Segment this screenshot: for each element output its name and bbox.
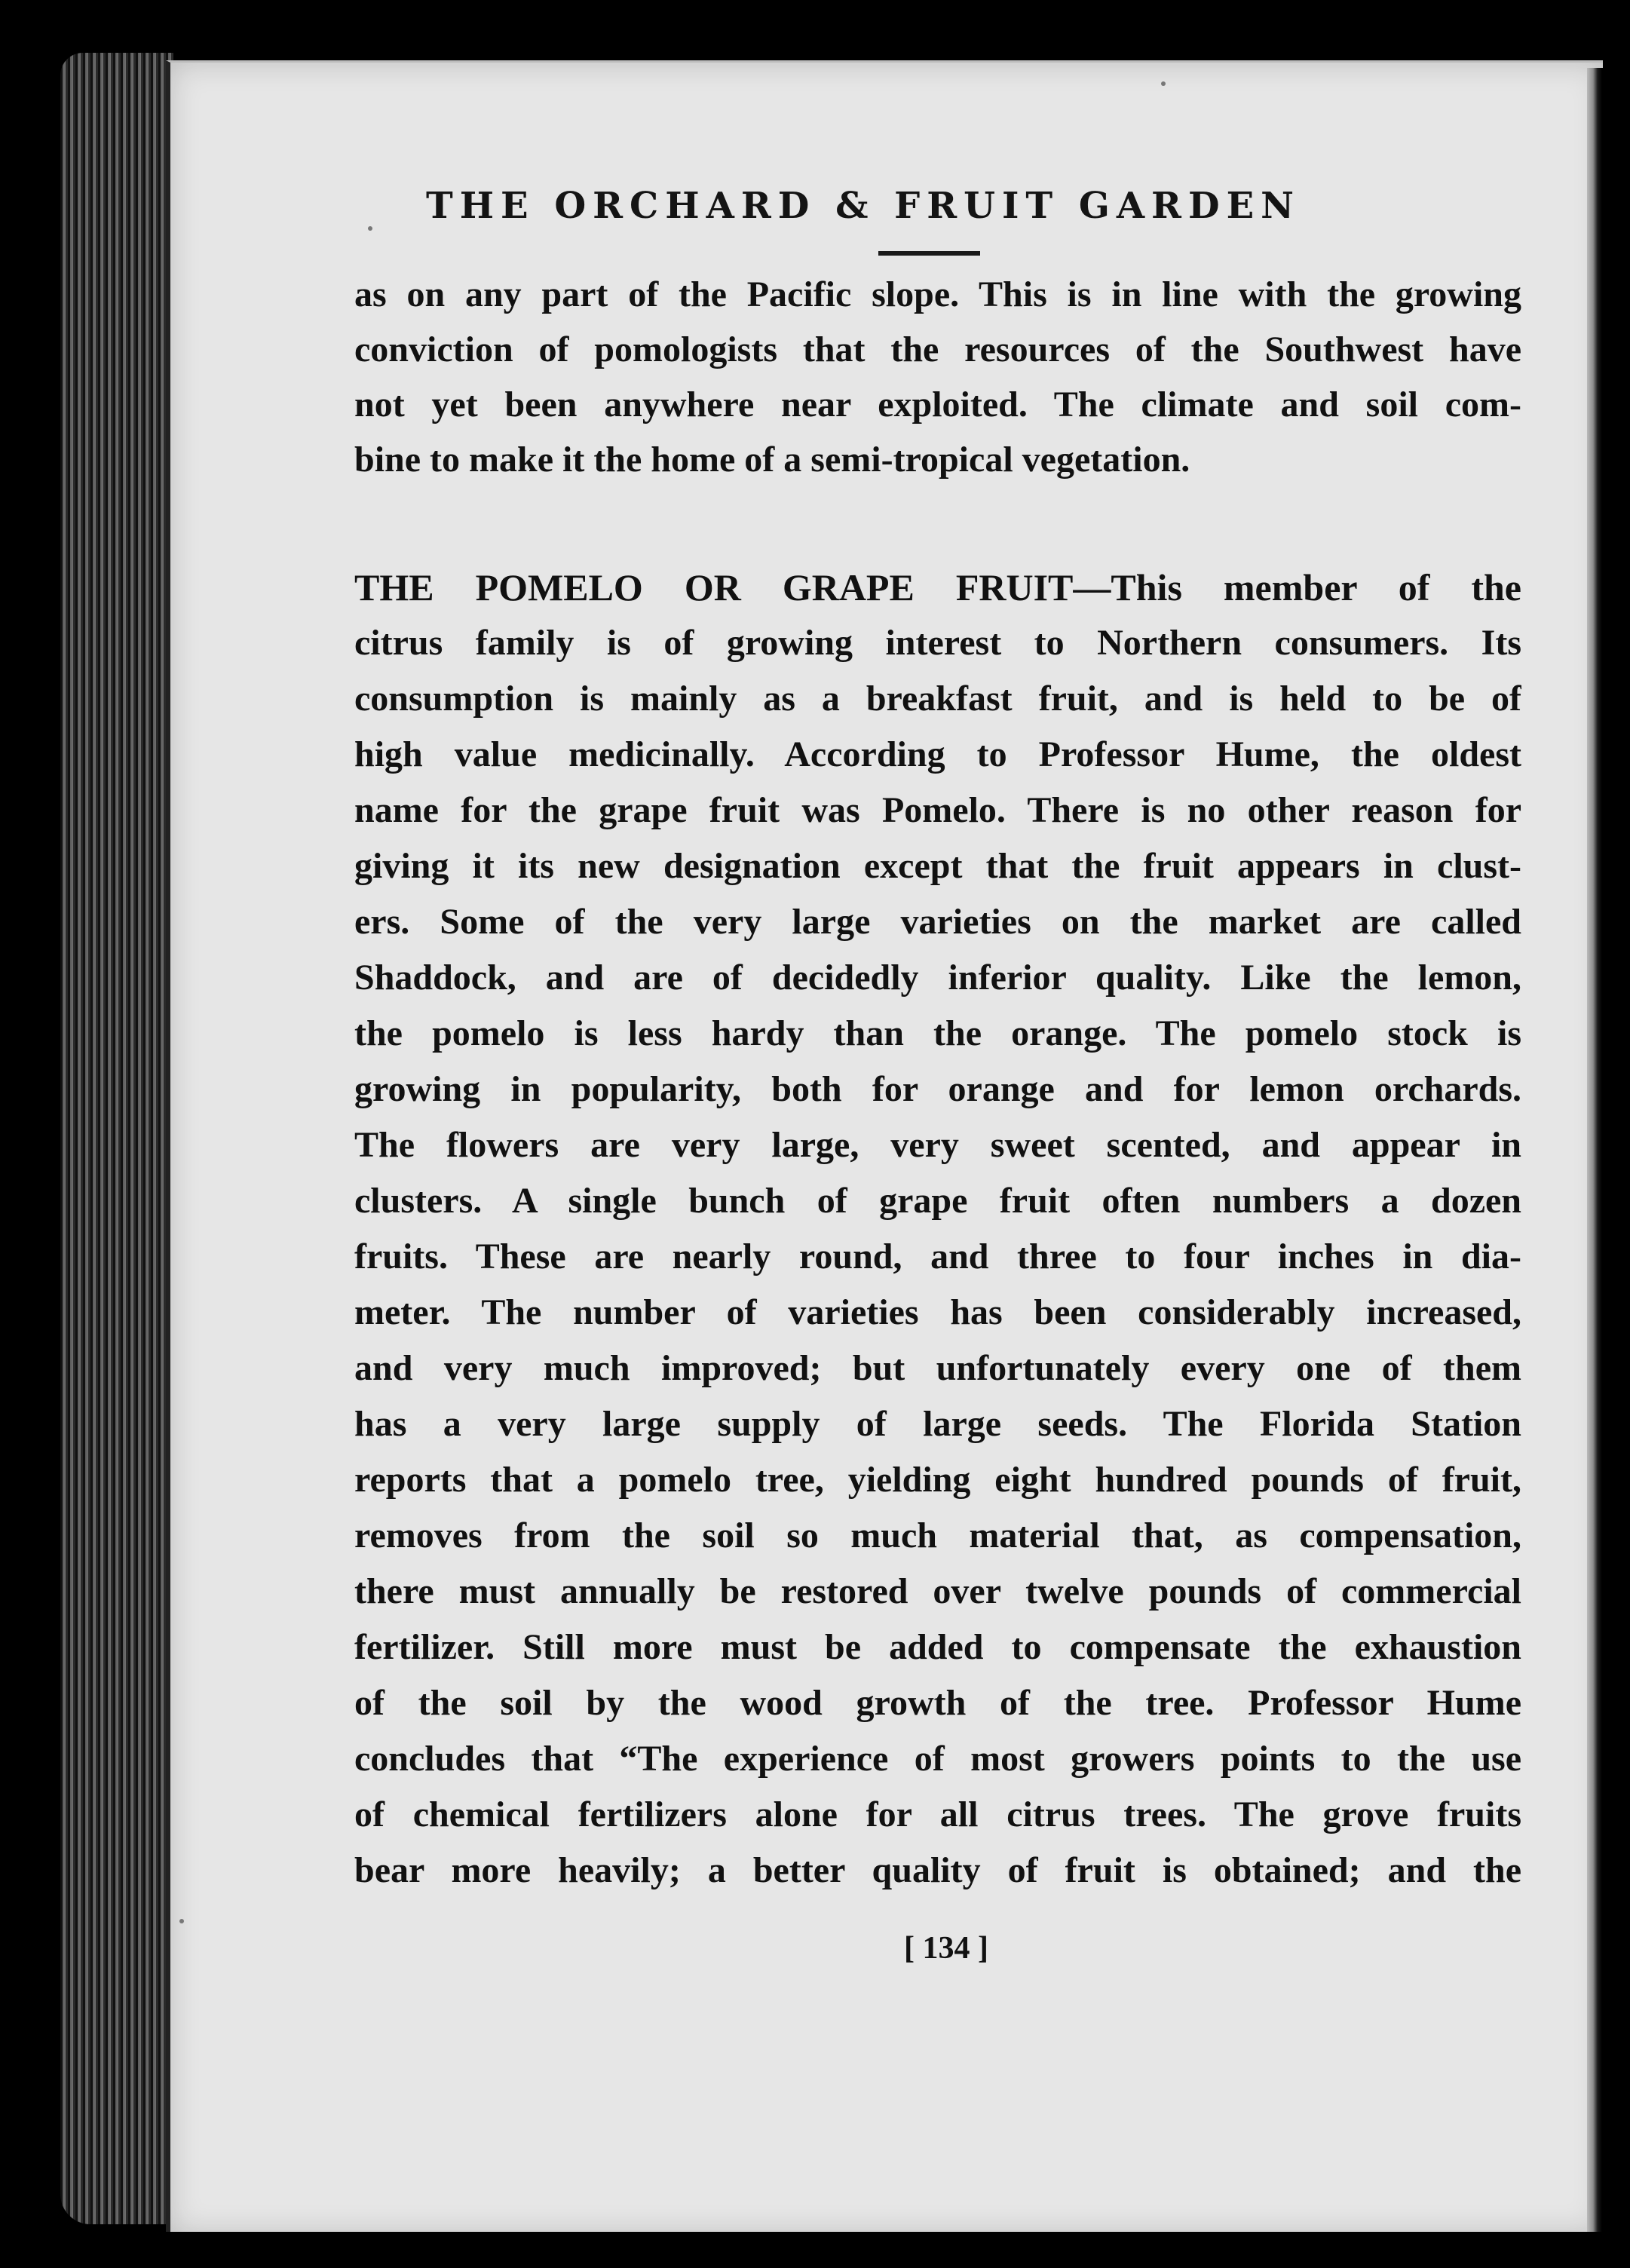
- text-line: clusters. A single bunch of grape fruit often numbers a dozen: [354, 1181, 1521, 1221]
- text-line: The flowers are very large, very sweet scented, and appear in: [354, 1125, 1521, 1165]
- scan-border-bottom: [0, 2232, 1630, 2268]
- text-line: Shaddock, and are of decidedly inferior quality. Like the lemon,: [354, 958, 1521, 998]
- scan-border-top: [0, 0, 1630, 53]
- scan-speck: [1161, 81, 1166, 86]
- text-line: of the soil by the wood growth of the tree. Professor Hume: [354, 1683, 1521, 1723]
- text-line: concludes that “The experience of most growers points to the use: [354, 1739, 1521, 1779]
- running-head: THE ORCHARD & FRUIT GARDEN: [425, 185, 1301, 227]
- scan-border-right: [1587, 68, 1630, 2268]
- text-line: reports that a pomelo tree, yielding eight hundred pounds of fruit,: [354, 1460, 1521, 1500]
- text-line: bine to make it the home of a semi-tropical vegetation.: [354, 440, 1190, 480]
- text-line: growing in popularity, both for orange and for lemon orchards.: [354, 1069, 1521, 1109]
- text-line: fertilizer. Still more must be added to compensate the exhaustion: [354, 1627, 1521, 1667]
- head-rule: [878, 251, 980, 256]
- text-line: bear more heavily; a better quality of fruit is obtained; and the: [354, 1850, 1521, 1890]
- text-line: of chemical fertilizers alone for all citrus trees. The grove fruits: [354, 1794, 1521, 1834]
- text-line: removes from the soil so much material that, as compensation,: [354, 1516, 1521, 1555]
- text-line: citrus family is of growing interest to Northern consumers. Its: [354, 623, 1521, 663]
- scan-speck: [368, 226, 372, 231]
- book-page-edges: [60, 53, 173, 2224]
- text-line: conviction of pomologists that the resources of the Southwest have: [354, 329, 1521, 369]
- section-heading-line: THE POMELO OR GRAPE FRUIT—This member of the: [354, 566, 1521, 608]
- text-line: high value medicinally. According to Professor Hume, the oldest: [354, 734, 1521, 774]
- text-line: as on any part of the Pacific slope. This is in line with the growing: [354, 274, 1521, 314]
- scan-speck: [179, 1919, 184, 1923]
- text-line: there must annually be restored over twelve pounds of commercial: [354, 1571, 1521, 1611]
- text-line: name for the grape fruit was Pomelo. There is no other reason for: [354, 790, 1521, 830]
- text-line: ers. Some of the very large varieties on the market are called: [354, 902, 1521, 942]
- text-line: has a very large supply of large seeds. The Florida Station: [354, 1404, 1521, 1444]
- text-line: the pomelo is less hardy than the orange. The pomelo stock is: [354, 1013, 1521, 1053]
- text-line: fruits. These are nearly round, and three to four inches in dia-: [354, 1237, 1521, 1277]
- text-line: and very much improved; but unfortunately every one of them: [354, 1348, 1521, 1388]
- text-line: consumption is mainly as a breakfast fruit, and is held to be of: [354, 679, 1521, 719]
- text-line: meter. The number of varieties has been considerably increased,: [354, 1292, 1521, 1332]
- text-line: not yet been anywhere near exploited. The climate and soil com-: [354, 385, 1521, 424]
- page-number: [ 134 ]: [904, 1931, 988, 1966]
- text-line: giving it its new designation except that the fruit appears in clust-: [354, 846, 1521, 886]
